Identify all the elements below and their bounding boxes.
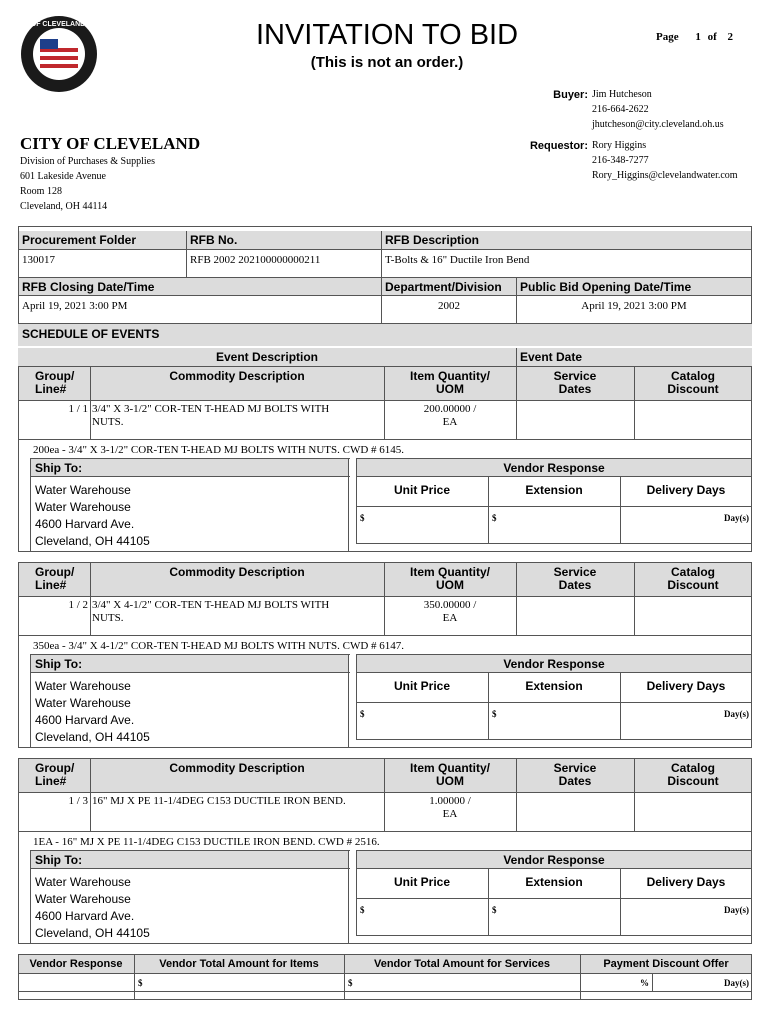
org-address-line-3: Room 128 xyxy=(20,186,62,197)
event-date-header: Event Date xyxy=(520,350,583,364)
footer-days[interactable]: Day(s) xyxy=(724,978,749,988)
event-description-header: Event Description xyxy=(215,350,319,364)
requestor-name: Rory Higgins xyxy=(592,140,647,151)
ship-to-line-2: Water Warehouse xyxy=(35,696,131,710)
commodity-header: Commodity Description xyxy=(169,761,305,775)
department-label: Department/Division xyxy=(385,280,502,294)
buyer-name: Jim Hutcheson xyxy=(592,89,652,100)
ship-to-label: Ship To: xyxy=(35,461,83,475)
org-address-line-1: Division of Purchases & Supplies xyxy=(20,156,155,167)
extension-input[interactable]: $ xyxy=(492,709,497,719)
extension-header: Extension xyxy=(525,483,583,497)
line-number: 1 / 1 xyxy=(68,403,88,415)
ship-to-line-3: 4600 Harvard Ave. xyxy=(35,909,135,923)
catalog-discount-header: Catalog Discount xyxy=(667,369,719,396)
extension-header: Extension xyxy=(525,875,583,889)
footer-items-dollar[interactable]: $ xyxy=(138,978,143,988)
item-note: 1EA - 16" MJ X PE 11-1/4DEG C153 DUCTILE IRON BEND. CWD # 2516. xyxy=(33,836,380,848)
page-total: 2 xyxy=(727,31,734,43)
line-number: 1 / 2 xyxy=(68,599,88,611)
item-quantity-header: Item Quantity/ UOM xyxy=(409,369,490,396)
buyer-label: Buyer: xyxy=(553,89,588,101)
delivery-days-input[interactable]: Day(s) xyxy=(724,513,749,523)
unit-price-input[interactable]: $ xyxy=(360,709,365,719)
closing-date-value: April 19, 2021 3:00 PM xyxy=(22,300,128,312)
buyer-phone: 216-664-2622 xyxy=(592,104,649,115)
rfb-no-label: RFB No. xyxy=(190,233,238,247)
delivery-days-header: Delivery Days xyxy=(646,875,726,889)
schedule-title: SCHEDULE OF EVENTS xyxy=(22,327,160,341)
commodity-description: 3/4" X 4-1/2" COR-TEN T-HEAD MJ BOLTS WITH NUTS. xyxy=(92,599,330,624)
org-address-line-2: 601 Lakeside Avenue xyxy=(20,171,106,182)
commodity-description: 3/4" X 3-1/2" COR-TEN T-HEAD MJ BOLTS WITH NUTS. xyxy=(92,403,330,428)
buyer-email: jhutcheson@city.cleveland.oh.us xyxy=(592,119,724,130)
line-number: 1 / 3 xyxy=(68,795,88,807)
vendor-response-label: Vendor Response xyxy=(503,853,605,867)
footer-vendor-response: Vendor Response xyxy=(29,958,123,970)
city-seal-logo xyxy=(12,15,106,93)
item-quantity: 1.00000 / EA xyxy=(429,795,471,820)
delivery-days-input[interactable]: Day(s) xyxy=(724,905,749,915)
requestor-email: Rory_Higgins@clevelandwater.com xyxy=(592,170,738,181)
footer-percent[interactable]: % xyxy=(640,978,649,988)
ship-to-line-1: Water Warehouse xyxy=(35,483,131,497)
closing-date-label: RFB Closing Date/Time xyxy=(22,280,155,294)
ship-to-line-2: Water Warehouse xyxy=(35,500,131,514)
bid-opening-value: April 19, 2021 3:00 PM xyxy=(581,300,687,312)
vendor-response-label: Vendor Response xyxy=(503,657,605,671)
unit-price-header: Unit Price xyxy=(393,679,450,693)
item-quantity-header: Item Quantity/ UOM xyxy=(409,565,490,592)
seal-text: CITY OF CLEVELAND OHIO xyxy=(12,21,106,28)
ship-to-line-3: 4600 Harvard Ave. xyxy=(35,713,135,727)
footer-services-dollar[interactable]: $ xyxy=(348,978,353,988)
unit-price-header: Unit Price xyxy=(393,875,450,889)
service-dates-header: Service Dates xyxy=(553,565,597,592)
delivery-days-header: Delivery Days xyxy=(646,483,726,497)
footer-payment-discount: Payment Discount Offer xyxy=(603,958,729,970)
service-dates-header: Service Dates xyxy=(553,369,597,396)
ship-to-line-4: Cleveland, OH 44105 xyxy=(35,926,150,940)
group-line-header: Group/ Line# xyxy=(35,369,75,396)
page-indicator xyxy=(656,31,733,43)
bid-opening-label: Public Bid Opening Date/Time xyxy=(520,280,692,294)
department-value: 2002 xyxy=(438,300,460,312)
ship-to-line-3: 4600 Harvard Ave. xyxy=(35,517,135,531)
unit-price-input[interactable]: $ xyxy=(360,905,365,915)
document-title: INVITATION TO BID xyxy=(255,19,519,51)
procurement-folder-value: 130017 xyxy=(22,254,55,266)
ship-to-label: Ship To: xyxy=(35,657,83,671)
item-quantity: 200.00000 / EA xyxy=(423,403,477,428)
item-note: 200ea - 3/4" X 3-1/2" COR-TEN T-HEAD MJ BOLTS WITH NUTS. CWD # 6145. xyxy=(33,444,405,456)
page-number: 1 xyxy=(695,31,701,43)
delivery-days-input[interactable]: Day(s) xyxy=(724,709,749,719)
ship-to-line-4: Cleveland, OH 44105 xyxy=(35,534,150,548)
footer-total-services: Vendor Total Amount for Services xyxy=(373,958,551,970)
ship-to-line-4: Cleveland, OH 44105 xyxy=(35,730,150,744)
requestor-phone: 216-348-7277 xyxy=(592,155,649,166)
document-subtitle: (This is not an order.) xyxy=(310,54,464,71)
ship-to-line-2: Water Warehouse xyxy=(35,892,131,906)
unit-price-header: Unit Price xyxy=(393,483,450,497)
catalog-discount-header: Catalog Discount xyxy=(667,761,719,788)
requestor-label: Requestor: xyxy=(529,140,588,152)
commodity-header: Commodity Description xyxy=(169,565,305,579)
vendor-response-label: Vendor Response xyxy=(503,461,605,475)
rfb-no-value: RFB 2002 202100000000211 xyxy=(190,254,321,266)
org-name: CITY OF CLEVELAND xyxy=(20,134,201,153)
ship-to-line-1: Water Warehouse xyxy=(35,875,131,889)
item-quantity-header: Item Quantity/ UOM xyxy=(409,761,490,788)
catalog-discount-header: Catalog Discount xyxy=(667,565,719,592)
item-note: 350ea - 3/4" X 4-1/2" COR-TEN T-HEAD MJ BOLTS WITH NUTS. CWD # 6147. xyxy=(33,640,405,652)
procurement-folder-label: Procurement Folder xyxy=(22,233,137,247)
unit-price-input[interactable]: $ xyxy=(360,513,365,523)
ship-to-line-1: Water Warehouse xyxy=(35,679,131,693)
group-line-header: Group/ Line# xyxy=(35,565,75,592)
item-quantity: 350.00000 / EA xyxy=(423,599,477,624)
rfb-description-label: RFB Description xyxy=(385,233,480,247)
ship-to-label: Ship To: xyxy=(35,853,83,867)
extension-input[interactable]: $ xyxy=(492,905,497,915)
service-dates-header: Service Dates xyxy=(553,761,597,788)
group-line-header: Group/ Line# xyxy=(35,761,75,788)
page-of: of xyxy=(707,31,717,43)
seal-icon xyxy=(12,15,106,93)
commodity-header: Commodity Description xyxy=(169,369,305,383)
rfb-description-value: T-Bolts & 16" Ductile Iron Bend xyxy=(385,254,530,266)
org-address-line-4: Cleveland, OH 44114 xyxy=(20,201,108,212)
extension-input[interactable]: $ xyxy=(492,513,497,523)
delivery-days-header: Delivery Days xyxy=(646,679,726,693)
page-label: Page xyxy=(656,31,679,43)
footer-total-items: Vendor Total Amount for Items xyxy=(159,958,319,970)
commodity-description: 16" MJ X PE 11-1/4DEG C153 DUCTILE IRON BEND. xyxy=(92,795,346,807)
extension-header: Extension xyxy=(525,679,583,693)
